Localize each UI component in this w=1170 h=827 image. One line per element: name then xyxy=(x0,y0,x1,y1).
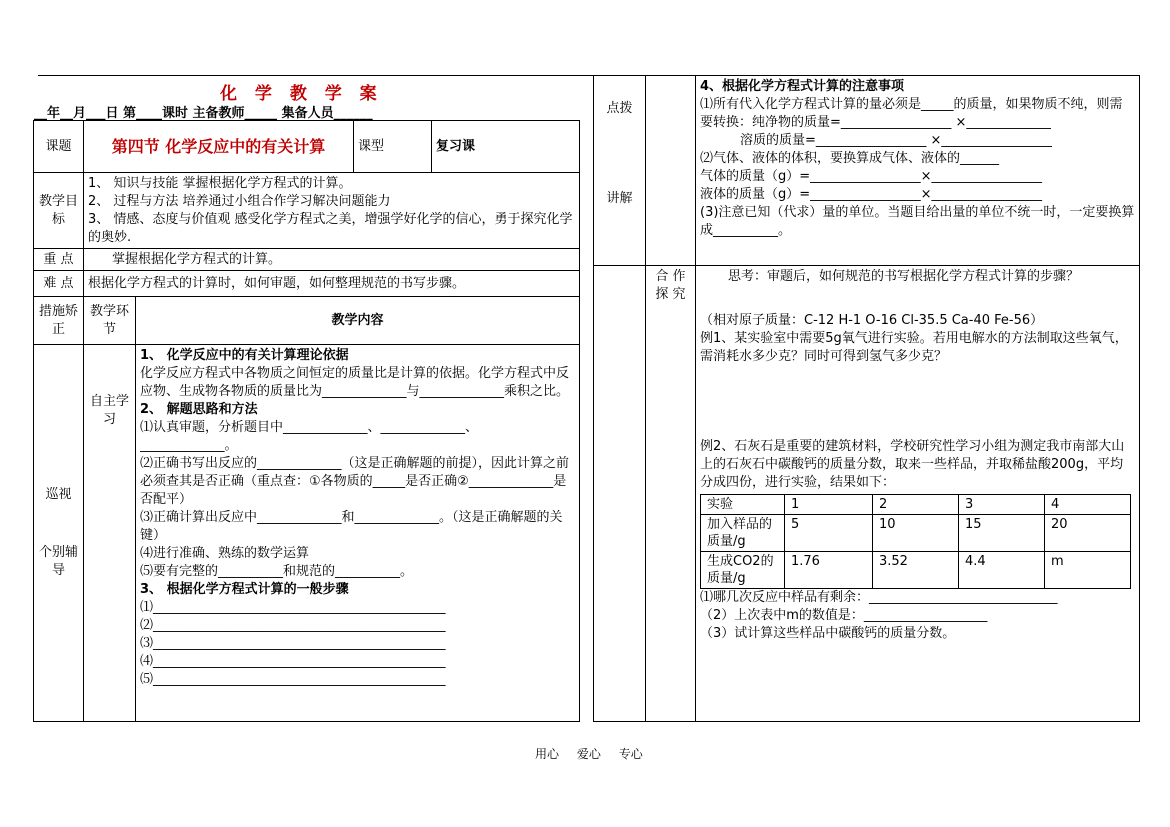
content-label: 教学内容 xyxy=(136,297,580,345)
table-header-cell: 1 xyxy=(785,495,873,515)
sec1-text: 化学反应方程式中各物质之间恒定的质量比是计算的依据。化学方程式中反应物、生成物各物质的质量比为_____________与_____________乘积之比。 xyxy=(140,366,570,399)
sec3-step: ⑸_____________________________________________ xyxy=(140,672,446,687)
topic-value: 第四节 化学反应中的有关计算 xyxy=(84,121,354,173)
sec4-title: 4、根据化学方程式计算的注意事项 xyxy=(700,79,905,94)
sec3-step: ⑵_____________________________________________ xyxy=(140,618,446,633)
question-3: （3）试计算这些样品中碳酸钙的质量分数。 xyxy=(700,626,956,641)
stage-label: 教学环节 xyxy=(84,297,136,345)
left-lesson-table xyxy=(33,120,580,722)
page-title: 化 学 教 学 案 xyxy=(220,84,383,104)
measures-label: 措施矫正 xyxy=(34,297,84,345)
coop-section xyxy=(696,266,1140,722)
guidance-label: 个别辅导 xyxy=(38,545,78,578)
table-cell: 生成CO2的质量/g xyxy=(701,552,785,589)
topic-label: 课题 xyxy=(34,121,84,173)
sec3-step: ⑶_____________________________________________ xyxy=(140,636,446,651)
sec4-line: ⑴所有代入化学方程式计算的量必须是_____的质量，如果物质不纯，则需要转换：纯净物的质量=_________________ ×_____________ xyxy=(700,97,1123,130)
footer-word: 爱心 xyxy=(576,747,601,761)
sec2-item: ⑷进行准确、熟练的数学运算 xyxy=(140,546,310,561)
sec4-line: (3)注意已知（代求）量的单位。当题目给出量的单位不统一时，一定要换算成__________。 xyxy=(700,205,1135,238)
type-value: 复习课 xyxy=(432,121,580,173)
sec4-line: 液体的质量（g）=_________________×_________________ xyxy=(700,187,1043,202)
example-1: 例1、某实验室中需要5g氧气进行实验。若用电解水的方法制取这些氧气，需消耗水多少克？同时可得到氢气多少克？ xyxy=(700,331,1128,364)
sec2-item: ⑵正确书写出反应的_____________（这是正确解题的前提），因此计算之前必须查其是否正确（重点查：①各物质的_____是否正确②_____________是否配平） xyxy=(140,456,570,507)
question-2: （2）上次表中m的数值是：___________________ xyxy=(700,608,988,623)
sec3-title: 3、 根据化学方程式计算的一般步骤 xyxy=(140,582,349,597)
key-value: 掌握根据化学方程式的计算。 xyxy=(84,249,580,271)
coop-label: 合 作 探 究 xyxy=(646,266,696,722)
table-cell: 10 xyxy=(873,515,959,552)
key-label: 重 点 xyxy=(34,249,84,271)
patrol-guidance-cell xyxy=(34,345,84,722)
explain-label: 讲解 xyxy=(606,191,633,206)
difficulty-value: 根据化学方程式的计算时，如何审题，如何整理规范的书写步骤。 xyxy=(84,271,580,297)
right-lesson-table xyxy=(593,75,1140,722)
goal-item: 2、 过程与方法 培养通过小组合作学习解决问题能力 xyxy=(88,193,391,209)
table-header-cell: 实验 xyxy=(701,495,785,515)
footer-word: 专心 xyxy=(618,747,643,761)
table-cell: 15 xyxy=(959,515,1045,552)
difficulty-label: 难 点 xyxy=(34,271,84,297)
goals-list xyxy=(84,173,580,249)
patrol-label: 巡视 xyxy=(45,487,72,502)
table-cell: 3.52 xyxy=(873,552,959,589)
sec3-step: ⑷_____________________________________________ xyxy=(140,654,446,669)
table-header-cell: 3 xyxy=(959,495,1045,515)
example-2: 例2、石灰石是重要的建筑材料，学校研究性学习小组为测定我市南部大山上的石灰石中碳酸钙的质量分数，取来一些样品，并取稀盐酸200g，平均分成四份，进行实验，结果如下： xyxy=(700,439,1125,490)
notes-section xyxy=(696,76,1140,266)
table-cell: m xyxy=(1045,552,1131,589)
question-1: ⑴哪几次反应中样品有剩余：_____________________________ xyxy=(700,590,1058,605)
goal-item: 1、 知识与技能 掌握根据化学方程式的计算。 xyxy=(88,175,352,191)
footer-motto xyxy=(535,745,657,762)
point-label: 点拨 xyxy=(606,101,633,116)
table-header-cell: 2 xyxy=(873,495,959,515)
table-cell: 1.76 xyxy=(785,552,873,589)
sec2-item: ⑸要有完整的__________和规范的__________。 xyxy=(140,564,414,579)
think-question: 思考：审题后，如何规范的书写根据化学方程式计算的步骤？ xyxy=(728,269,1080,284)
header-info-line: __年__月___日 第____课时 主备教师_____ 集备人员______ xyxy=(34,106,373,121)
sec4-line: 溶质的质量=_________________ ×_________________ xyxy=(740,133,1052,148)
sec2-item: ⑴认真审题，分析题目中_____________、_____________、_____________。 xyxy=(140,420,479,453)
goals-label: 教学目标 xyxy=(34,173,84,249)
point-explain-cell xyxy=(594,76,646,266)
sec3-step: ⑴_____________________________________________ xyxy=(140,600,446,615)
table-cell: 加入样品的质量/g xyxy=(701,515,785,552)
sec4-line: 气体的质量（g）=_________________×_________________ xyxy=(700,169,1043,184)
sec1-title: 1、 化学反应中的有关计算理论依据 xyxy=(140,348,349,363)
sec2-item: ⑶正确计算出反应中_____________和_____________。（这是正确解题的关键） xyxy=(140,510,563,543)
goal-item: 3、 情感、态度与价值观 感受化学方程式之美，增强学好化学的信心，勇于探究化学的奥妙. xyxy=(88,211,573,245)
sec4-line: ⑵气体、液体的体积，要换算成气体、液体的______ xyxy=(700,151,1000,166)
type-label: 课型 xyxy=(354,121,432,173)
experiment-table xyxy=(700,494,1131,589)
table-cell: 4.4 xyxy=(959,552,1045,589)
atomic-mass-note: （相对原子质量：C-12 H-1 O-16 Cl-35.5 Ca-40 Fe-56） xyxy=(700,313,1044,328)
table-cell: 5 xyxy=(785,515,873,552)
self-study-label: 自主学习 xyxy=(84,345,136,722)
footer-word: 用心 xyxy=(535,747,560,761)
table-cell: 20 xyxy=(1045,515,1131,552)
sec2-title: 2、 解题思路和方法 xyxy=(140,402,258,417)
table-header-cell: 4 xyxy=(1045,495,1131,515)
content-body xyxy=(136,345,580,722)
